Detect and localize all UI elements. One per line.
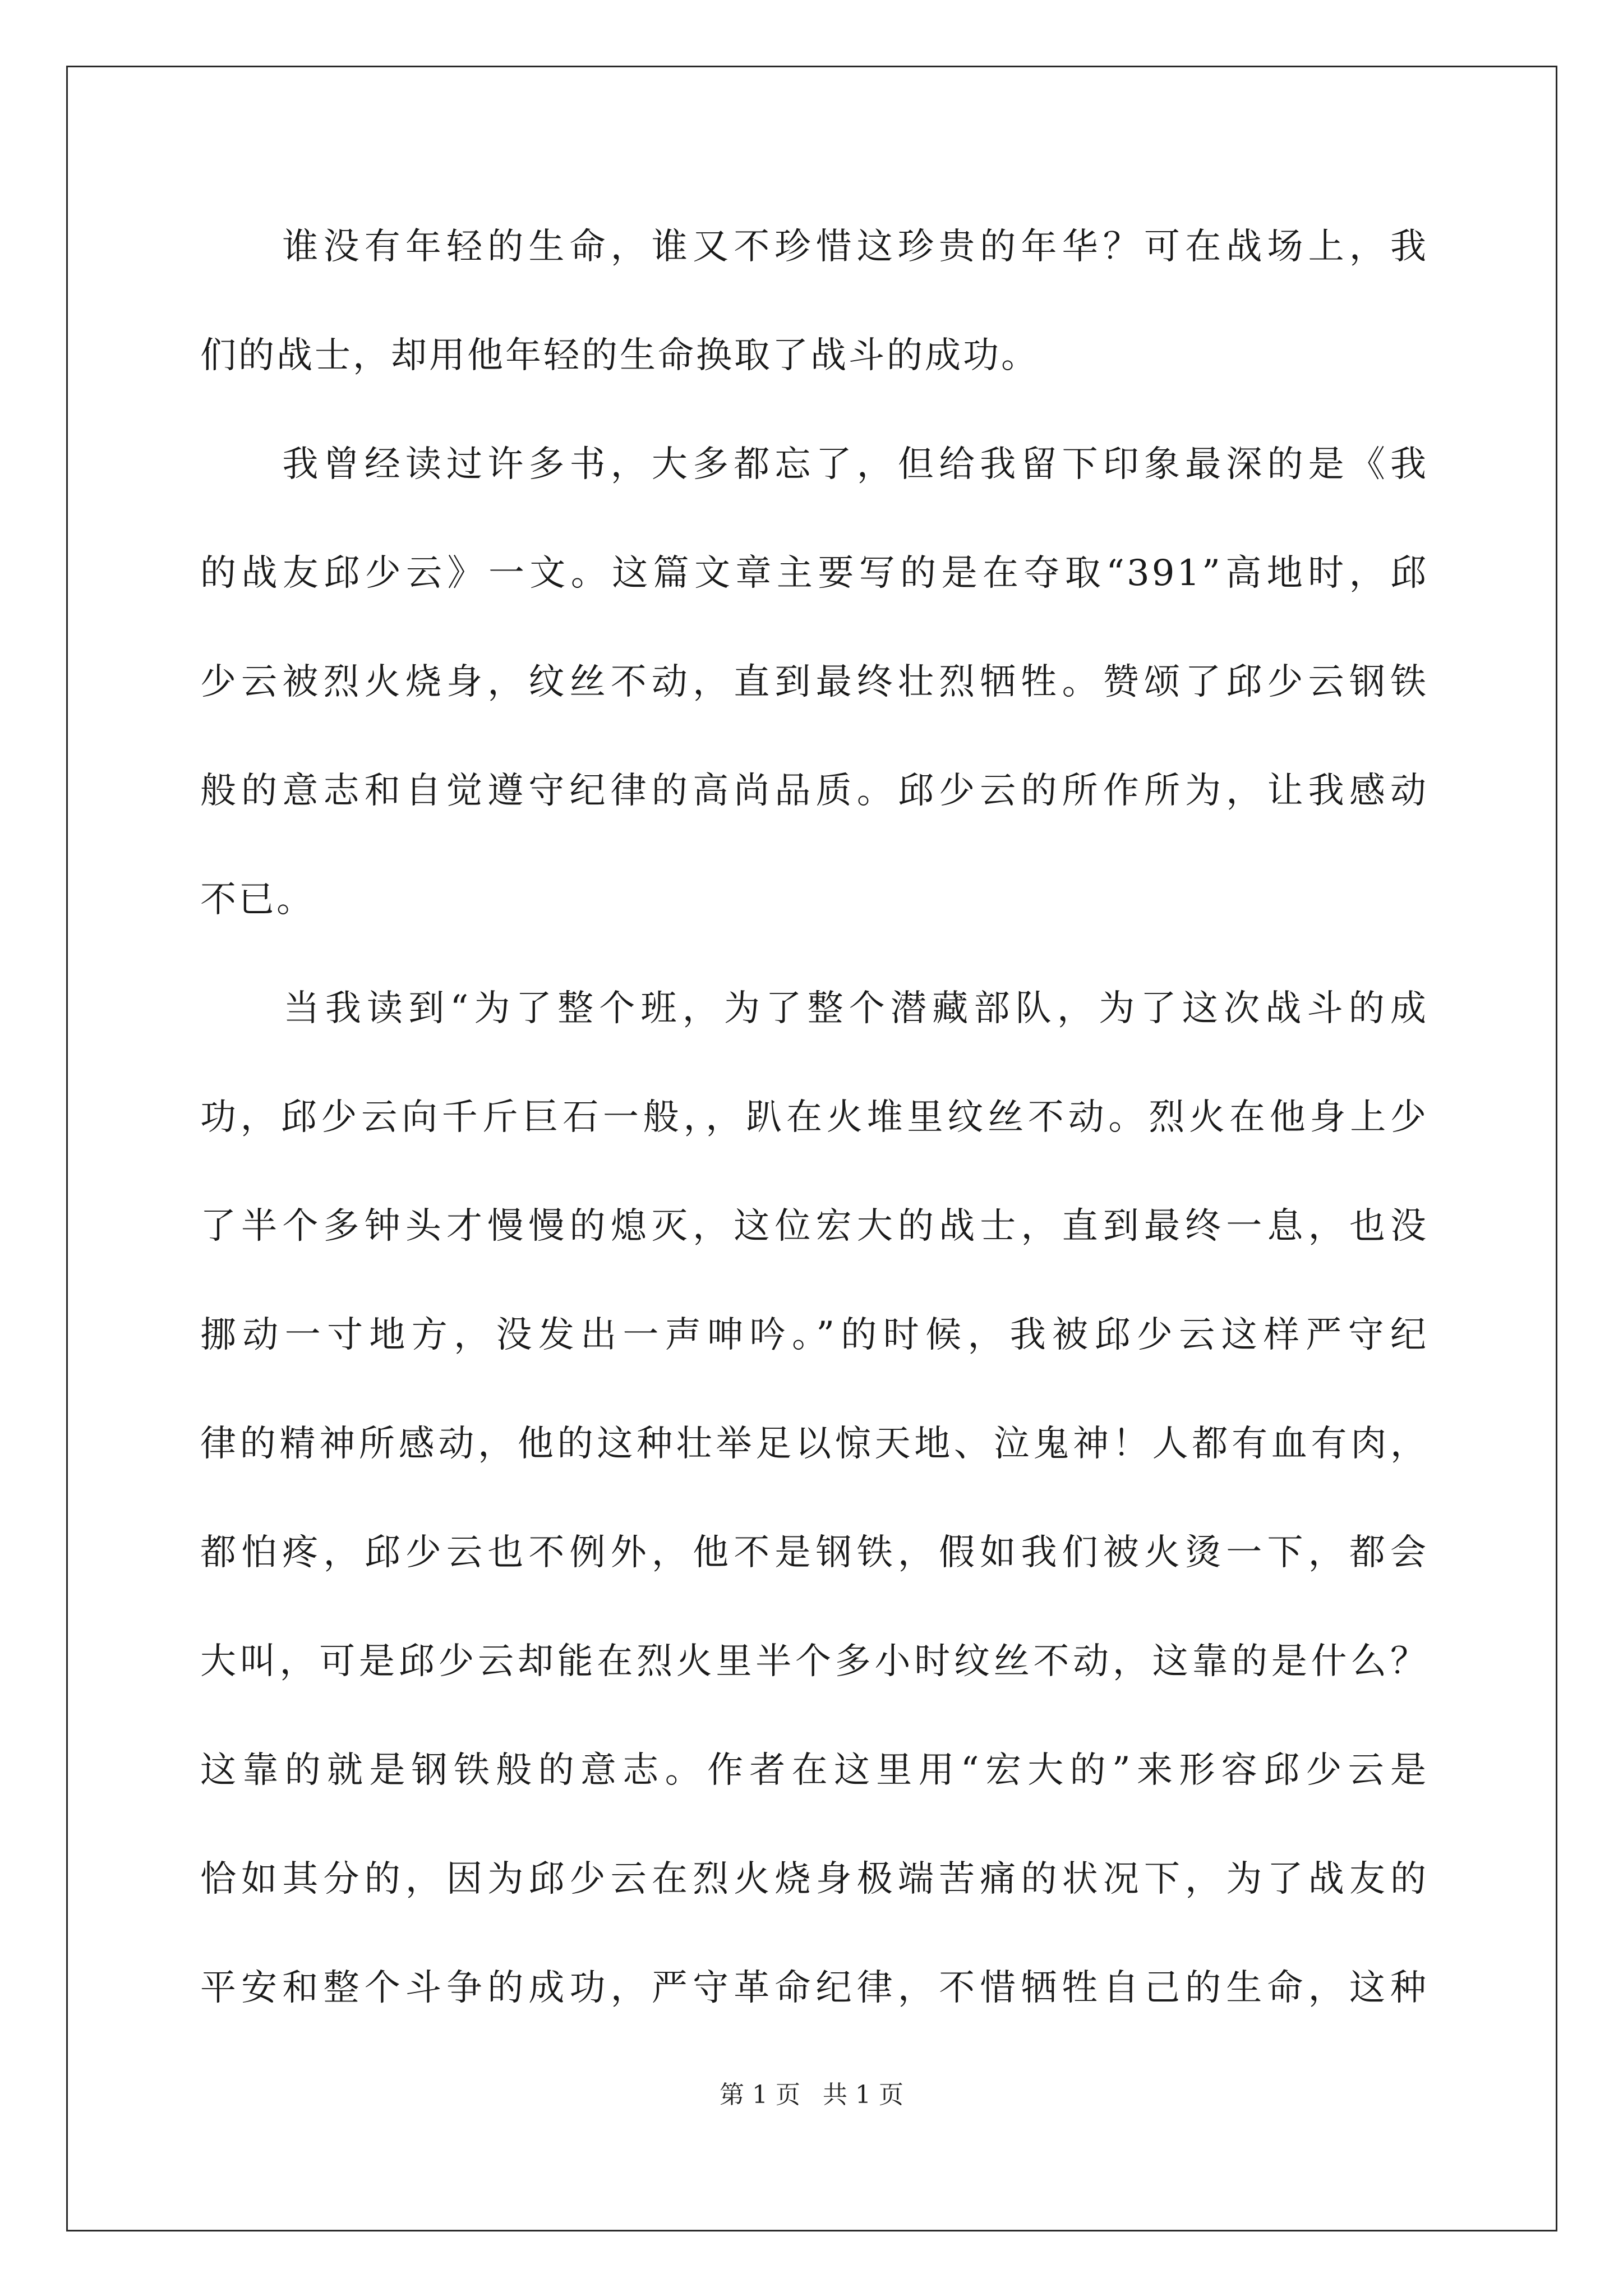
- text-line: 了半个多钟头才慢慢的熄灭，这位宏大的战士，直到最终一息，也没: [200, 1205, 1428, 1247]
- text-line: 谁没有年轻的生命，谁又不珍惜这珍贵的年华？可在战场上，我: [200, 226, 1428, 268]
- text-line: 少云被烈火烧身，纹丝不动，直到最终壮烈牺牲。赞颂了邱少云钢铁: [200, 661, 1428, 703]
- text-line: 挪动一寸地方，没发出一声呻吟。”的时候，我被邱少云这样严守纪: [200, 1314, 1428, 1356]
- text-line: 当我读到“为了整个班，为了整个潜藏部队，为了这次战斗的成: [200, 988, 1428, 1029]
- text-line: 这靠的就是钢铁般的意志。作者在这里用“宏大的”来形容邱少云是: [200, 1750, 1428, 1791]
- text-line: 我曾经读过许多书，大多都忘了，但给我留下印象最深的是《我: [200, 444, 1428, 485]
- page-total: 共 1 页: [823, 2081, 903, 2109]
- text-line: 都怕疼，邱少云也不例外，他不是钢铁，假如我们被火烫一下，都会: [200, 1532, 1428, 1573]
- text-line: 恰如其分的，因为邱少云在烈火烧身极端苦痛的状况下，为了战友的: [200, 1858, 1428, 1900]
- text-line: 般的意志和自觉遵守纪律的高尚品质。邱少云的所作所为，让我感动: [200, 770, 1428, 812]
- text-line: 功，邱少云向千斤巨石一般，，趴在火堆里纹丝不动。烈火在他身上少: [200, 1097, 1428, 1138]
- page-number: 第 1 页: [720, 2081, 800, 2109]
- text-line: 们的战士，却用他年轻的生命换取了战斗的成功。: [200, 335, 1039, 376]
- text-line: 不已。: [200, 879, 315, 921]
- page-footer: [0, 2078, 1623, 2112]
- text-line: 大叫，可是邱少云却能在烈火里半个多小时纹丝不动，这靠的是什么？: [200, 1641, 1428, 1682]
- document-body: [200, 219, 1428, 2069]
- text-line: 平安和整个斗争的成功，严守革命纪律，不惜牺牲自己的生命，这种: [200, 1967, 1428, 2009]
- text-line: 律的精神所感动，他的这种壮举足以惊天地、泣鬼神！人都有血有肉，: [200, 1423, 1428, 1465]
- text-line: 的战友邱少云》一文。这篇文章主要写的是在夺取“391”高地时，邱: [200, 553, 1428, 594]
